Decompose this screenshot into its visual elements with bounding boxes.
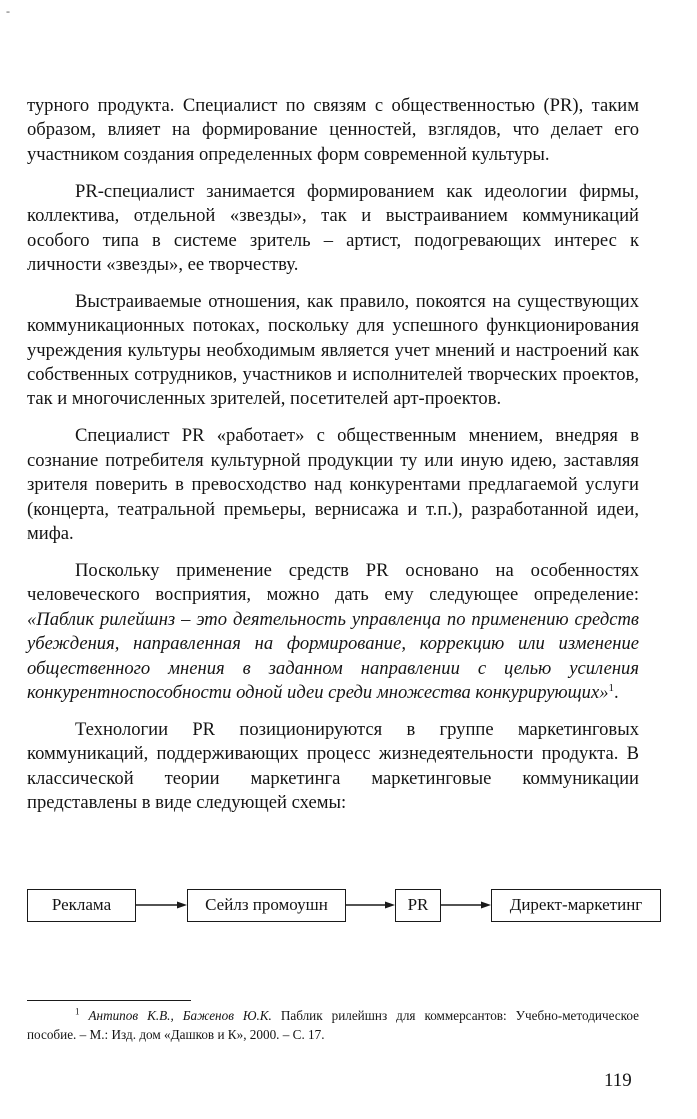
- page-number: 119: [604, 1070, 632, 1091]
- paragraph-1: турного продукта. Специалист по связям с общественностью (PR), таким образом, влияет на формирование ценностей, взглядов, что делает его участником создания определенных форм современной культуры.: [27, 95, 639, 165]
- footnote-divider: [27, 1000, 191, 1001]
- body-text: [27, 94, 639, 828]
- footnote-ref: 1: [608, 681, 615, 694]
- scheme-box-pr: PR: [395, 889, 441, 922]
- corner-mark: -: [6, 4, 10, 18]
- footnote-number: 1: [75, 1006, 80, 1017]
- scheme-box-advertising: Реклама: [27, 889, 136, 922]
- paragraph-5: [27, 559, 639, 705]
- paragraph-3: Выстраиваемые отношения, как правило, покоятся на существующих коммуникационных потоках, поскольку для успешного функционирования учреждения культуры необходимым является учет мнений и настроений как собственных сотрудников, участников и исполнителей творческих проектов, так и многочисленных зрителей, посетителей арт-проектов.: [27, 290, 639, 410]
- definition-end: .: [614, 681, 619, 703]
- arrow-head-3: [481, 902, 491, 909]
- footnote-authors: Антипов К.В., Баженов Ю.К.: [88, 1008, 272, 1023]
- scheme-box-direct-marketing: Директ-маркетинг: [491, 889, 661, 922]
- definition-lead: Поскольку применение средств PR основано на особенностях человеческого восприятия, можно дать ему следующее определение:: [27, 559, 639, 606]
- paragraph-6: Технологии PR позиционируются в группе маркетинговых коммуникаций, поддерживающих процесс жизнедеятельности продукта. В классической теории маркетинга маркетинговые коммуникации представлены в виде следующей схемы:: [27, 718, 639, 814]
- footnote: [27, 1006, 639, 1044]
- arrow-head-2: [385, 902, 395, 909]
- paragraph-4: Специалист PR «работает» с общественным мнением, внедряя в сознание потребителя культурной продукции ту или иную идею, заставляя зрителя поверить в превосходство над конкурентами предлагаемой услуги (концерта, театральной премьеры, вернисажа и т.п.), разработанной идеи, мифа.: [27, 425, 639, 544]
- arrow-head-1: [177, 902, 187, 909]
- scheme-box-sales-promotion: Сейлз промоушн: [187, 889, 346, 922]
- paragraph-2: PR-специалист занимается формированием как идеологии фирмы, коллектива, отдельной «звезды», так и выстраиванием коммуникаций особого типа в системе зритель – артист, подогревающих интерес к личности «звезды», ее творчеству.: [27, 180, 639, 275]
- footnote-text: Паблик рилейшнз для коммерсантов: Учебно-методическое пособие. – М.: Изд. дом «Дашков и К», 2000. – С. 17.: [27, 1008, 639, 1042]
- pr-definition: «Паблик рилейшнз – это деятельность управленца по применению средств убеждения, направленная на формирование, коррекцию или изменение общественного мнения в заданном направлении с целью усиления конкурентноспособности одной идеи среди множества конкурирующих»: [27, 608, 639, 703]
- marketing-communications-scheme: [27, 884, 663, 932]
